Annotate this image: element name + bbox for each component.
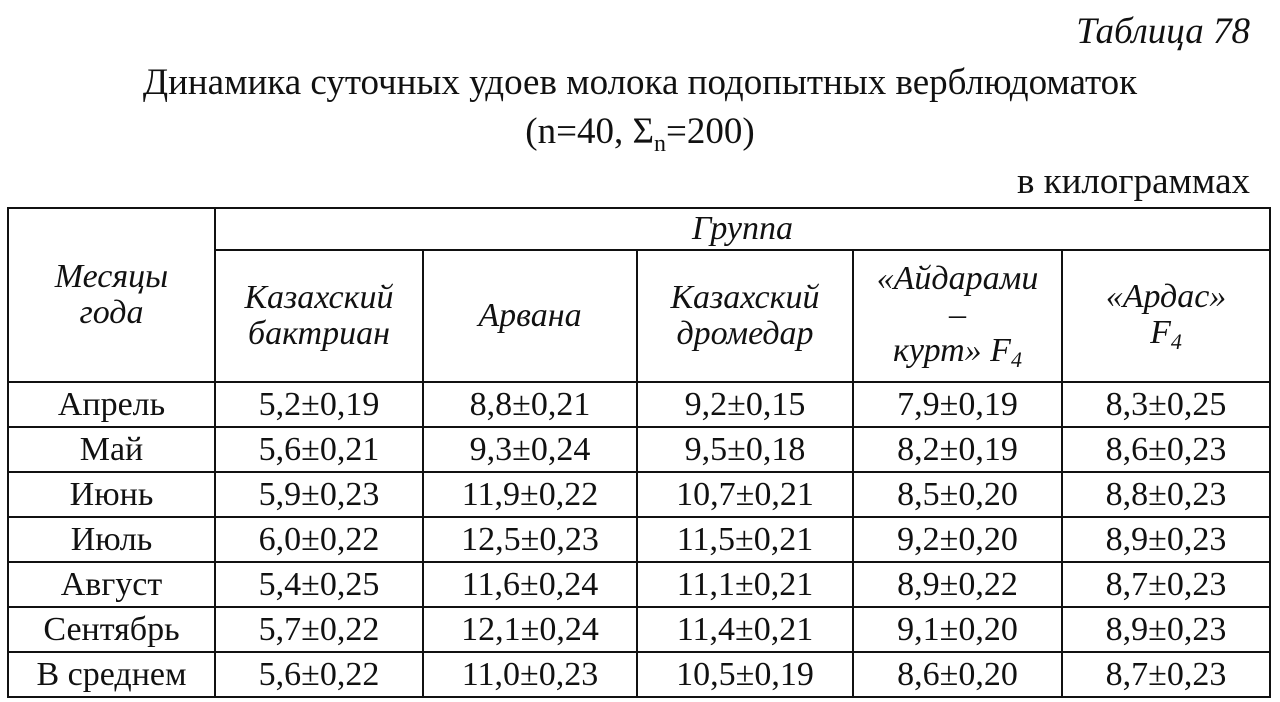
- column-header-kazakh-bactrian: [215, 250, 423, 382]
- column-header-line2: [1063, 315, 1269, 353]
- value-cell: 11,4±0,21: [637, 607, 853, 652]
- months-header-line1: Месяцы: [54, 258, 169, 296]
- value-cell: 8,8±0,21: [423, 382, 637, 427]
- column-header-line2: –: [949, 295, 966, 333]
- column-header-line1: Арвана: [478, 297, 582, 335]
- value-cell: 12,5±0,23: [423, 517, 637, 562]
- table-subtitle: [0, 112, 1280, 157]
- column-header-subscript: 4: [1170, 328, 1182, 354]
- column-header-line3: [854, 333, 1061, 371]
- value-cell: 7,9±0,19: [853, 382, 1062, 427]
- value-cell: 8,7±0,23: [1062, 652, 1270, 697]
- value-cell: 5,9±0,23: [215, 472, 423, 517]
- units-label: в килограммах: [1016, 161, 1250, 202]
- column-header-line2-text: F: [1150, 313, 1171, 351]
- value-cell: 9,3±0,24: [423, 427, 637, 472]
- value-cell: 5,4±0,25: [215, 562, 423, 607]
- value-cell: 12,1±0,24: [423, 607, 637, 652]
- month-cell: Август: [8, 562, 215, 607]
- value-cell: 8,3±0,25: [1062, 382, 1270, 427]
- table-row-july: [8, 517, 1270, 562]
- value-cell: 8,9±0,23: [1062, 607, 1270, 652]
- table-row-september: [8, 607, 1270, 652]
- table-row-april: [8, 382, 1270, 427]
- table-number-label: Таблица 78: [1076, 11, 1250, 52]
- month-cell: Май: [8, 427, 215, 472]
- value-cell: 9,2±0,15: [637, 382, 853, 427]
- table-row-august: [8, 562, 1270, 607]
- value-cell: 10,7±0,21: [637, 472, 853, 517]
- value-cell: 5,6±0,21: [215, 427, 423, 472]
- value-cell: 6,0±0,22: [215, 517, 423, 562]
- month-cell: Июнь: [8, 472, 215, 517]
- column-header-line3-text: курт» F: [893, 331, 1011, 369]
- value-cell: 8,6±0,23: [1062, 427, 1270, 472]
- column-header-line2: дромедар: [676, 315, 814, 352]
- month-cell: В среднем: [8, 652, 215, 697]
- subtitle-suffix: =200): [666, 111, 755, 152]
- table-row-may: [8, 427, 1270, 472]
- value-cell: 9,1±0,20: [853, 607, 1062, 652]
- group-header: Группа: [215, 208, 1270, 250]
- milk-yield-table: [7, 207, 1271, 698]
- value-cell: 5,7±0,22: [215, 607, 423, 652]
- column-header-aidarami-kurt: [853, 250, 1062, 382]
- value-cell: 8,8±0,23: [1062, 472, 1270, 517]
- column-header-arvana: [423, 250, 637, 382]
- subtitle-prefix: (n=40, Σ: [525, 111, 655, 152]
- value-cell: 8,9±0,23: [1062, 517, 1270, 562]
- value-cell: 8,2±0,19: [853, 427, 1062, 472]
- header-row-group: [8, 208, 1270, 250]
- months-header-line2: года: [79, 294, 144, 331]
- value-cell: 8,5±0,20: [853, 472, 1062, 517]
- value-cell: 5,6±0,22: [215, 652, 423, 697]
- value-cell: 11,6±0,24: [423, 562, 637, 607]
- value-cell: 11,1±0,21: [637, 562, 853, 607]
- column-header-ardas: [1062, 250, 1270, 382]
- value-cell: 8,7±0,23: [1062, 562, 1270, 607]
- value-cell: 9,5±0,18: [637, 427, 853, 472]
- column-header-line2: бактриан: [248, 315, 390, 352]
- column-header-line1: Казахский: [244, 279, 394, 317]
- value-cell: 11,5±0,21: [637, 517, 853, 562]
- table-row-average: [8, 652, 1270, 697]
- value-cell: 5,2±0,19: [215, 382, 423, 427]
- column-header-line1: «Ардас»: [1105, 278, 1227, 316]
- value-cell: 11,0±0,23: [423, 652, 637, 697]
- column-header-line1: Казахский: [670, 279, 820, 317]
- value-cell: 8,6±0,20: [853, 652, 1062, 697]
- subtitle-subscript: n: [654, 131, 667, 157]
- value-cell: 8,9±0,22: [853, 562, 1062, 607]
- column-header-kazakh-dromedary: [637, 250, 853, 382]
- month-cell: Сентябрь: [8, 607, 215, 652]
- value-cell: 11,9±0,22: [423, 472, 637, 517]
- table-row-june: [8, 472, 1270, 517]
- column-header-subscript: 4: [1010, 346, 1022, 372]
- value-cell: 9,2±0,20: [853, 517, 1062, 562]
- month-cell: Апрель: [8, 382, 215, 427]
- value-cell: 10,5±0,19: [637, 652, 853, 697]
- column-header-line1: «Айдарами: [876, 260, 1039, 298]
- table-title: Динамика суточных удоев молока подопытных верблюдоматок: [142, 62, 1138, 103]
- month-cell: Июль: [8, 517, 215, 562]
- months-header: [8, 208, 215, 382]
